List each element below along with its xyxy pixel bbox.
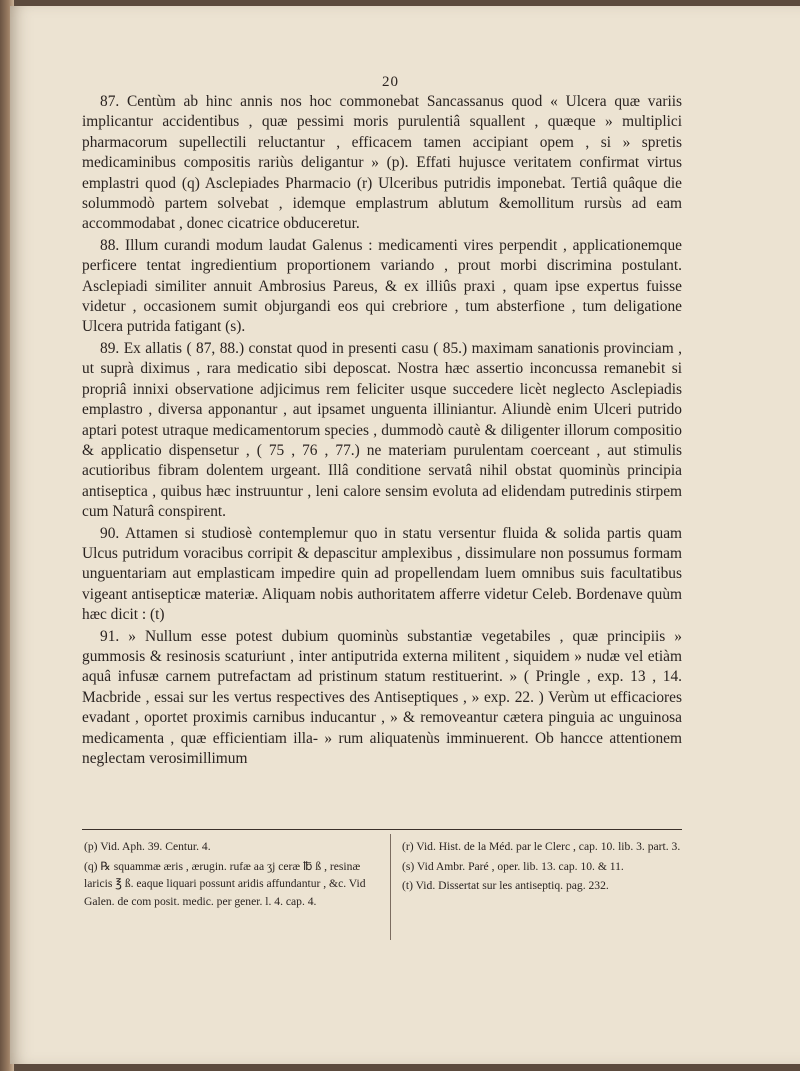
page-number: 20 — [382, 74, 399, 90]
book-page — [10, 6, 800, 1064]
footnote-column-divider — [390, 834, 391, 940]
footnotes-right-column — [402, 838, 692, 897]
footnote-s: (s) Vid Ambr. Paré , oper. lib. 13. cap. 10. & 11. — [402, 859, 624, 873]
paragraph-87: 87. Centùm ab hinc annis nos hoc commonebat Sancassanus quod « Ulcera quæ variis implicantur accidentibus , quæ pessimi moris purulentiâ squallent , quæque » multiplici pharmacorum supellectili reluctantur , efficacem tamen accipiant opem , si » spretis medicaminibus compositis rariùs deligantur » (p). Effati hujusce veritatem confirmat virtus emplastri quod (q) Asclepiades Pharmacio (r) Ulceribus putridis imponebat. Tertiâ quâque die solummodò partem solvebat , idemque emplastrum ablutum &emollitum rursùs ad eam accommodabat , donec cicatrice obduceretur. — [82, 93, 682, 233]
footnote-separator — [82, 829, 682, 830]
footnote-p: (p) Vid. Aph. 39. Centur. 4. — [84, 840, 211, 853]
paragraph-90: 90. Attamen si studiosè contemplemur quo in statu versentur fluida & solida partis quam Ulcus putridum voracibus corripit & depascitur amplexibus , dissimulare non possumus formam unguentariam aut emplasticam impedire quin ad propellendam luem omnibus suis facultatibus vigeant antisepticæ materiæ. Aliquam nobis authoritatem afferre videtur Celeb. Bordenave quùm hæc dicit : (t) — [82, 524, 682, 624]
paragraph-88: 88. Illum curandi modum laudat Galenus : medicamenti vires perpendit , applicationemque perficere tentat ingredientium proportionem variando , prout morbi discrimina postulant. Asclepiadi similiter annuit Ambrosius Pareus, & ex illiûs praxi , quam ipse expertus fuisse videtur , occasionem sumit objurgandi eos qui crebriore , tum absterfione , tum deligatione Ulcera putrida fatigant (s). — [82, 236, 682, 336]
paragraph-91: 91. » Nullum esse potest dubium quominùs substantiæ vegetabiles , quæ principiis » gummosis & resinosis scaturiunt , inter antiputrida externa militent , siquidem » nudæ vel etiàm aquâ infusæ carnem putrefactam ad pristinum statum restituerint. » ( Pringle , exp. 13 , 14. Macbride , essai sur les vertus respectives des Antiseptiques , » exp. 22. ) Verùm ut efficaciores evadant , oportet proximis carnibus inducantur , » & removeantur cætera pinguia ac unguinosa medicamenta , quæ efficientiam illa- » rum aliquatenùs imminuerent. Ob hancce attentionem neglectam verosimillimum — [82, 627, 682, 767]
footnote-r: (r) Vid. Hist. de la Méd. par le Clerc , cap. 10. lib. 3. part. 3. — [402, 840, 681, 853]
footnote-t: (t) Vid. Dissertat sur les antiseptiq. pag. 232. — [402, 879, 609, 892]
main-text — [82, 92, 682, 770]
paragraph-89: 89. Ex allatis ( 87, 88.) constat quod in presenti casu ( 85.) maximam sanationis provinciam , ut suprà diximus , rara medicatio sibi deposcat. Nostra hæc assertio inconcussa remanebit si propriâ innixi observatione adjicimus rem feliciter usque succedere licèt neglecto Asclepiadis emplastro , diversa apponantur , aut ipsamet unguenta illiniantur. Aliundè enim Ulceri putrido aptari potest utraque medicamentorum species , dummodò cautè & diligenter illorum compositio & applicatio dispensetur , ( 75 , 76 , 77.) ne materiam purulentam coerceant , aut stimulis acutioribus fibram dolentem urgeant. Illâ conditione servatâ nihil obstat quominùs principia antiseptica , quibus hæc instruuntur , leni calore sensim evoluta ad elidendam putredinis stirpem cum Naturâ conspirent. — [82, 339, 682, 521]
footnotes-left-column — [84, 838, 384, 912]
footnote-q: (q) ℞ squammæ æris , ærugin. rufæ aa ʒj ceræ ℔ ß , resinæ laricis ℥ ß. eaque liquari possunt aridis affundantur , &c. Vid Galen. de com posit. medic. per gener. l. 4. cap. 4. — [84, 859, 366, 908]
